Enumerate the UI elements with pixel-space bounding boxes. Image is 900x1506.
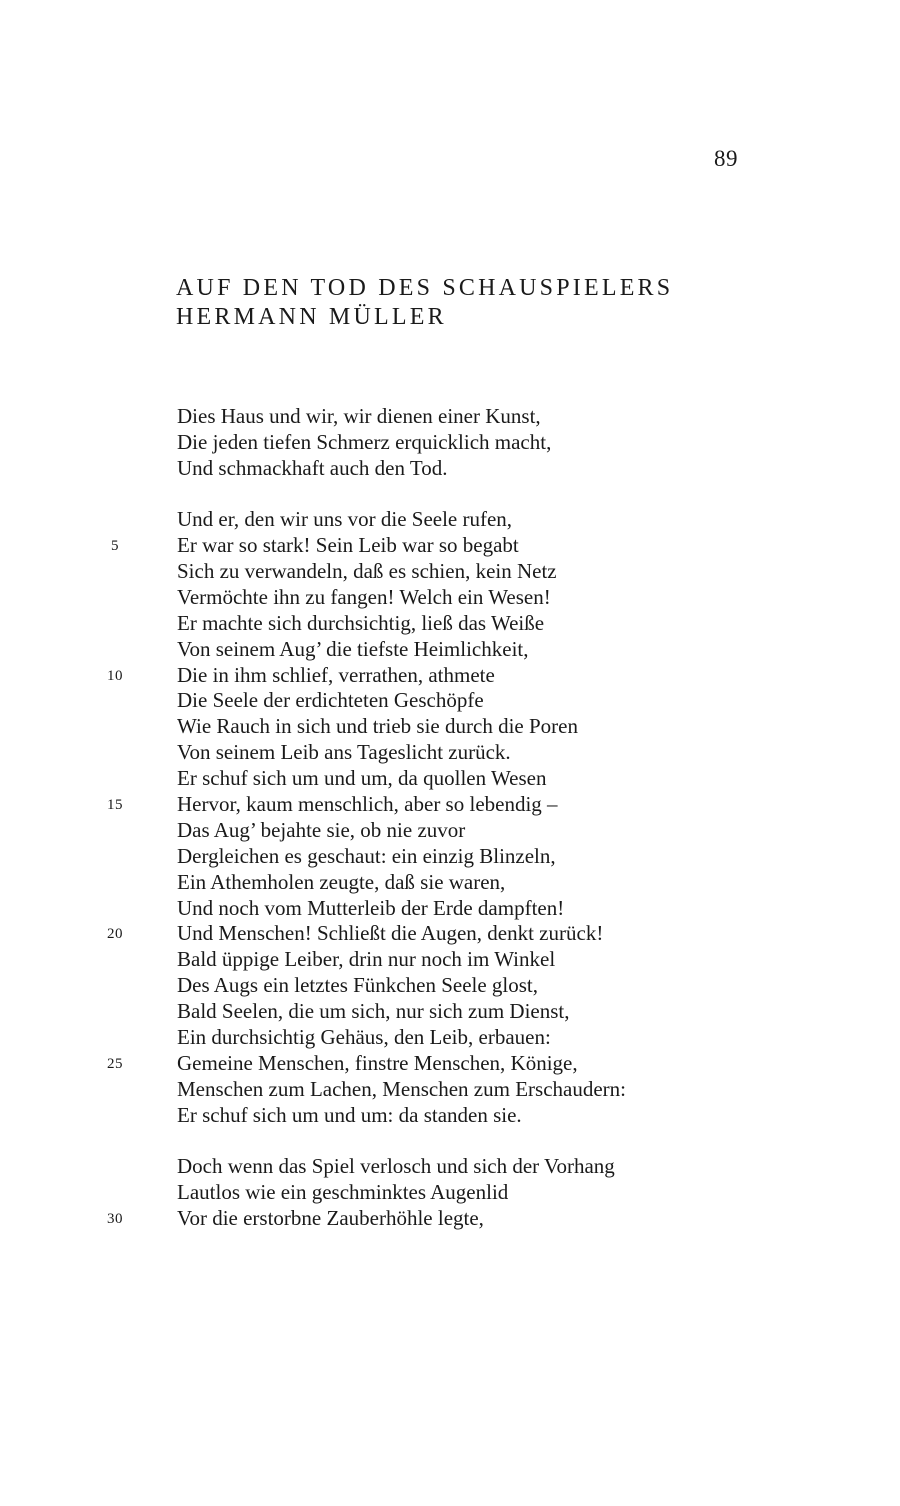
verse-line: [0, 973, 900, 999]
verse-text: Ein durchsichtig Gehäus, den Leib, erbauen:: [177, 1024, 551, 1049]
verse-text: Er machte sich durchsichtig, ließ das Weiße: [177, 610, 545, 635]
verse-text: Er schuf sich um und um, da quollen Wesen: [177, 766, 547, 791]
verse-line: [0, 1154, 900, 1180]
verse-line: [0, 844, 900, 870]
verse-text: Ein Athemholen zeugte, daß sie waren,: [177, 869, 506, 894]
verse-line: [0, 740, 900, 766]
verse-line: [0, 714, 900, 740]
verse-text: Die Seele der erdichteten Geschöpfe: [177, 688, 484, 713]
verse-line: [0, 559, 900, 585]
verse-text: Das Aug’ bejahte sie, ob nie zuvor: [177, 817, 466, 842]
verse-text: Die in ihm schlief, verrathen, athmete: [177, 662, 495, 687]
verse-text: Und schmackhaft auch den Tod.: [177, 455, 448, 480]
verse-text: Und noch vom Mutterleib der Erde dampften!: [177, 895, 565, 920]
verse-text: Menschen zum Lachen, Menschen zum Erschaudern:: [177, 1076, 626, 1101]
verse-text: Sich zu verwandeln, daß es schien, kein Netz: [177, 558, 557, 583]
verse-line: [0, 947, 900, 973]
verse-text: Und er, den wir uns vor die Seele rufen,: [177, 507, 513, 532]
verse-line: [0, 688, 900, 714]
line-number: 5: [111, 538, 119, 555]
verse-line: [0, 870, 900, 896]
poem-title: [176, 274, 673, 332]
line-number: 10: [107, 667, 123, 684]
verse-line: [0, 585, 900, 611]
line-number: 20: [107, 926, 123, 943]
verse-text: Vermöchte ihn zu fangen! Welch ein Wesen!: [177, 584, 551, 609]
stanza: [0, 1154, 900, 1232]
verse-text: Dies Haus und wir, wir dienen einer Kunst,: [177, 404, 541, 428]
verse-line: [0, 507, 900, 533]
verse-text: Von seinem Aug’ die tiefste Heimlichkeit,: [177, 636, 529, 661]
verse-text: Er schuf sich um und um: da standen sie.: [177, 1102, 522, 1127]
stanza: [0, 404, 900, 482]
verse-text: Dergleichen es geschaut: ein einzig Blinzeln,: [177, 843, 556, 868]
verse-line: [0, 1051, 900, 1077]
verse-line: [0, 533, 900, 559]
verse-line: [0, 896, 900, 922]
verse-line: [0, 1077, 900, 1103]
verse-text: Er war so stark! Sein Leib war so begabt: [177, 533, 519, 558]
verse-line: [0, 818, 900, 844]
verse-line: [0, 921, 900, 947]
verse-line: [0, 637, 900, 663]
verse-line: [0, 663, 900, 689]
verse-text: Von seinem Leib ans Tageslicht zurück.: [177, 740, 511, 765]
verse-line: [0, 1206, 900, 1232]
verse-text: Wie Rauch in sich und trieb sie durch die Poren: [177, 714, 578, 739]
verse-text: Hervor, kaum menschlich, aber so lebendig –: [177, 791, 558, 816]
verse-text: Doch wenn das Spiel verlosch und sich der Vorhang: [177, 1154, 615, 1179]
poem-body: [0, 404, 900, 1257]
verse-line: [0, 404, 900, 430]
verse-text: Bald üppige Leiber, drin nur noch im Winkel: [177, 947, 556, 972]
verse-text: Vor die erstorbne Zauberhöhle legte,: [177, 1205, 484, 1230]
verse-text: Die jeden tiefen Schmerz erquicklich macht,: [177, 429, 552, 454]
verse-text: Des Augs ein letztes Fünkchen Seele glost,: [177, 973, 539, 998]
verse-line: [0, 1180, 900, 1206]
verse-text: Gemeine Menschen, finstre Menschen, Könige,: [177, 1050, 578, 1075]
verse-text: Lautlos wie ein geschminktes Augenlid: [177, 1179, 509, 1204]
verse-line: [0, 430, 900, 456]
verse-line: [0, 766, 900, 792]
line-number: 25: [107, 1055, 123, 1072]
poem-title-line-2: HERMANN MÜLLER: [176, 304, 447, 330]
verse-line: [0, 999, 900, 1025]
verse-text: Und Menschen! Schließt die Augen, denkt zurück!: [177, 921, 604, 946]
verse-line: [0, 611, 900, 637]
verse-line: [0, 1025, 900, 1051]
verse-line: [0, 792, 900, 818]
page-number: 89: [714, 146, 738, 171]
verse-text: Bald Seelen, die um sich, nur sich zum Dienst,: [177, 999, 570, 1024]
verse-line: [0, 456, 900, 482]
line-number: 15: [107, 796, 123, 813]
line-number: 30: [107, 1210, 123, 1227]
stanza: [0, 507, 900, 1128]
verse-line: [0, 1103, 900, 1129]
poem-title-line-1: AUF DEN TOD DES SCHAUSPIELERS: [176, 275, 674, 301]
